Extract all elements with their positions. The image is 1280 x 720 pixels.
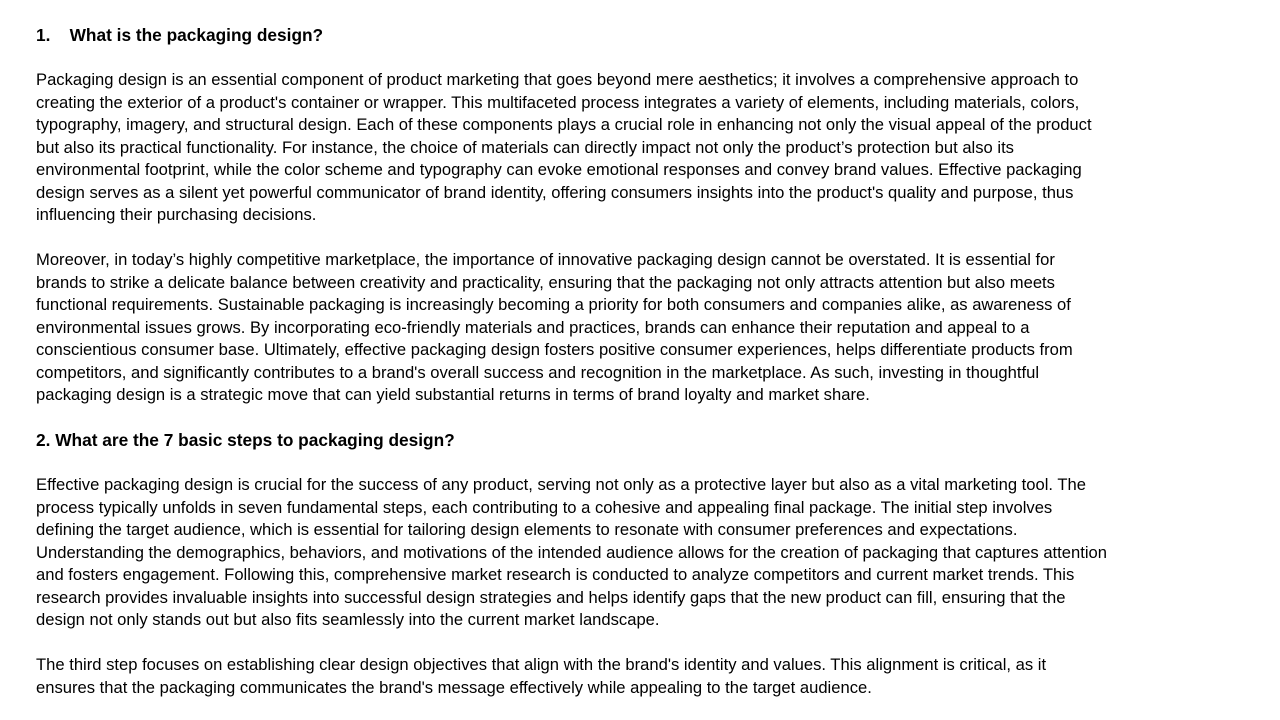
paragraph-competitive-marketplace: Moreover, in today’s highly competitive marketplace, the importance of innovative packaging design cannot be overstated. It is essential for brands to strike a delicate balance between creativity and practicality, ensuring that the packaging not only attracts attention but also meets functional requirements. Sustainable packaging is increasingly becoming a priority for both consumers and companies alike, as awareness of environmental issues grows. By incorporating eco-friendly materials and practices, brands can enhance their reputation and appeal to a conscientious consumer base. Ultimately, effective packaging design fosters positive consumer experiences, helps differentiate products from competitors, and significantly contributes to a brand's overall success and recognition in the marketplace. As such, investing in thoughtful packaging design is a strategic move that can yield substantial returns in terms of brand loyalty and market share. xyxy=(36,250,1073,404)
heading-what-is-packaging-design: 1. What is the packaging design? xyxy=(36,25,324,45)
spacer xyxy=(36,227,1244,250)
paragraph-third-step: The third step focuses on establishing clear design objectives that align with the brand's identity and values. This alignment is critical, as it ensures that the packaging communicates the brand's message effectively while appealing to the target audience. xyxy=(36,655,1047,697)
spacer xyxy=(36,632,1244,655)
heading-seven-basic-steps: 2. What are the 7 basic steps to packaging design? xyxy=(36,430,455,450)
paragraph-effective-design-steps: Effective packaging design is crucial for the success of any product, serving not only as a protective layer but also as a vital marketing tool. The process typically unfolds in seven fundamental steps, each contributing to a cohesive and appealing final package. The initial step involves defining the target audience, which is essential for tailoring design elements to resonate with consumer preferences and expectations. Understanding the demographics, behaviors, and motivations of the intended audience allows for the creation of packaging that captures attention and fosters engagement. Following this, comprehensive market research is conducted to analyze competitors and current market trends. This research provides invaluable insights into successful design strategies and helps identify gaps that the new product can fill, ensuring that the design not only stands out but also fits seamlessly into the current market landscape. xyxy=(36,475,1107,629)
paragraph-packaging-definition: Packaging design is an essential component of product marketing that goes beyond mere aesthetics; it involves a comprehensive approach to creating the exterior of a product's container or wrapper. This multifaceted process integrates a variety of elements, including materials, colors, typography, imagery, and structural design. Each of these components plays a crucial role in enhancing not only the visual appeal of the product but also its practical functionality. For instance, the choice of materials can directly impact not only the product’s protection but also its environmental footprint, while the color scheme and typography can evoke emotional responses and convey brand values. Effective packaging design serves as a silent yet powerful communicator of brand identity, offering consumers insights into the product's quality and purpose, thus influencing their purchasing decisions. xyxy=(36,70,1092,224)
spacer xyxy=(36,407,1244,430)
spacer xyxy=(36,452,1244,475)
spacer xyxy=(36,47,1244,70)
